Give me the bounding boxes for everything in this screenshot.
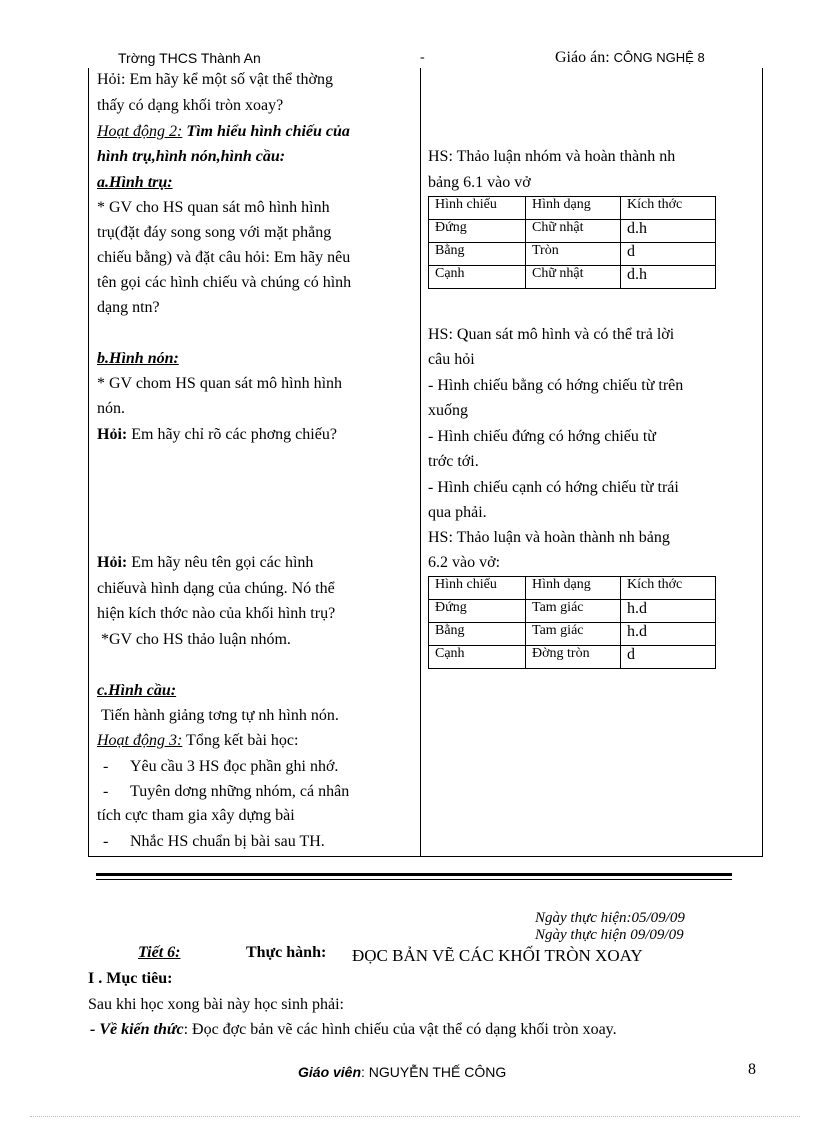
subject-name: CÔNG NGHỆ 8 [613,50,705,65]
hs-3-line-1: HS: Thảo luận và hoàn thành nh bảng [428,529,670,546]
table-row [429,197,716,220]
table-cell: Cạnh [429,646,526,669]
section-separator-thick [96,873,732,876]
table-cell: Hình dạng [526,577,621,600]
list-item-1: Yêu cầu 3 HS đọc phần ghi nhớ. [130,758,339,775]
hs-3-line-2: 6.2 vào vở: [428,554,501,571]
table-cell: h.d [621,623,716,646]
activity-3-text: Tổng kết bài học: [182,732,299,749]
knowledge-label: - Về kiến thức [90,1021,184,1038]
section-a-line-4: tên gọi các hình chiếu và chúng có hình [97,274,352,291]
table-cell: Bằng [429,243,526,266]
table-cell: Đứng [429,600,526,623]
objective-heading: I . Mục tiêu: [88,970,173,987]
hs-1-line-1: HS: Thảo luận nhóm và hoàn thành nh [428,148,676,165]
section-a-heading: a.Hình trụ: [97,174,173,191]
section-a-line-5: dạng ntn? [97,299,160,316]
page-bottom-dotted-line [30,1116,800,1117]
table-row [429,600,716,623]
hs-2-line-8: qua phải. [428,504,487,521]
section-a-line-1: * GV cho HS quan sát mô hình hình [97,199,330,216]
activity-2-label: Hoạt động 2: [97,123,183,140]
activity-3-heading [97,731,298,751]
header-dash: - [420,50,425,65]
table-cell: Tam giác [526,623,621,646]
hs-2-line-3: - Hình chiếu bằng có hớng chiếu từ trên [428,377,684,394]
table-cell: Bằng [429,623,526,646]
table-cell: Kích thớc [621,577,716,600]
table-cell: Hình dạng [526,197,621,220]
hs-2-line-1: HS: Quan sát mô hình và có thể trả lời [428,326,675,343]
question-2 [97,425,337,445]
hs-2-line-6: trớc tới. [428,453,479,470]
list-bullet-2: - [103,783,109,800]
table-cell: Chữ nhật [526,266,621,289]
lesson-plan-header [555,49,705,67]
question-1-line-1: Hỏi: Em hãy kể một số vật thể thờng [97,71,333,88]
list-item-2-cont: tích cực tham gia xây dựng bài [97,807,295,824]
table-cell: Hình chiếu [429,577,526,600]
table-cell: Kích thớc [621,197,716,220]
date-1: Ngày thực hiện:05/09/09 [535,910,685,926]
hs-1-line-2: bảng 6.1 vào vở [428,174,531,191]
objective-intro: Sau khi học xong bài này học sinh phải: [88,996,344,1013]
lesson-label: Tiết 6: [138,944,181,961]
table-cell: d [621,243,716,266]
table-6-1 [428,196,716,289]
table-cell: d.h [621,220,716,243]
table-cell: Tam giác [526,600,621,623]
column-divider [420,68,421,856]
page-number: 8 [748,1061,756,1078]
table-6-2 [428,576,716,669]
lesson-type: Thực hành [246,944,321,961]
section-c-heading: c.Hình cầu: [97,682,177,699]
activity-3-label: Hoạt động 3: [97,732,183,749]
table-row [429,577,716,600]
table-cell: Hình chiếu [429,197,526,220]
table-cell: d [621,646,716,669]
hs-2-line-7: - Hình chiếu cạnh có hớng chiếu từ trái [428,479,679,496]
table-row [429,220,716,243]
question-2-text: Em hãy chỉ rõ các phơng chiếu? [127,426,337,443]
table-cell: Tròn [526,243,621,266]
table-row [429,623,716,646]
hs-2-line-5: - Hình chiếu đứng có hớng chiếu từ [428,428,656,445]
knowledge-text: : Đọc đợc bản vẽ các hình chiếu của vật thể có dạng khối tròn xoay. [183,1021,617,1038]
question-2-label: Hỏi: [97,426,128,443]
teacher-name: : NGUYỄN THẾ CÔNG [361,1064,507,1080]
table-row [429,243,716,266]
footer-teacher [298,1062,506,1083]
activity-2-title-cont: hình trụ,hình nón,hình cầu: [97,148,286,165]
question-1-line-2: thấy có dạng khối tròn xoay? [97,97,284,114]
section-a-line-2: trụ(đặt đáy song song với mặt phẳng [97,224,332,241]
question-3-line-2: chiếuvà hình dạng của chúng. Nó thể [97,580,335,597]
table-cell: h.d [621,600,716,623]
date-2: Ngày thực hiện 09/09/09 [535,927,684,943]
section-separator-thin [96,879,732,880]
table-cell: Chữ nhật [526,220,621,243]
activity-2-heading [97,122,350,142]
list-bullet-1: - [103,758,109,775]
table-cell: d.h [621,266,716,289]
hs-2-line-2: câu hỏi [428,351,475,368]
section-b-line-1: * GV chom HS quan sát mô hình hình [97,375,343,392]
question-3-text: Em hãy nêu tên gọi các hình [127,554,314,571]
list-item-3: Nhắc HS chuẩn bị bài sau TH. [130,833,325,850]
teacher-label: Giáo viên [298,1064,362,1080]
table-row [429,266,716,289]
lesson-colon: : [320,944,327,961]
list-bullet-3: - [103,833,109,850]
question-3 [97,553,313,573]
table-cell: Đờng tròn [526,646,621,669]
table-cell: Đứng [429,220,526,243]
table-cell: Cạnh [429,266,526,289]
section-c-line-1: Tiến hành giảng tơng tự nh hình nón. [101,707,339,724]
school-name: Trờng THCS Thành An [118,50,261,66]
section-b-heading: b.Hình nón: [97,350,179,367]
question-3-line-3: hiện kích thớc nào của khối hình trụ? [97,605,336,622]
section-b-line-2: nón. [97,400,125,417]
lesson-title: ĐỌC BẢN VẼ CÁC KHỐI TRÒN XOAY [352,946,643,965]
plan-label: Giáo án: [555,49,610,66]
knowledge-objective [90,1020,617,1040]
question-3-label: Hỏi: [97,554,128,571]
list-item-2: Tuyên dơng những nhóm, cá nhân [130,783,350,800]
question-3-line-4: *GV cho HS thảo luận nhóm. [101,631,291,648]
section-a-line-3: chiếu bằng) và đặt câu hỏi: Em hãy nêu [97,249,351,266]
lesson-type-wrap [246,943,326,963]
hs-2-line-4: xuống [428,402,468,419]
activity-2-title: Tìm hiểu hình chiếu của [182,123,350,140]
table-row [429,646,716,669]
